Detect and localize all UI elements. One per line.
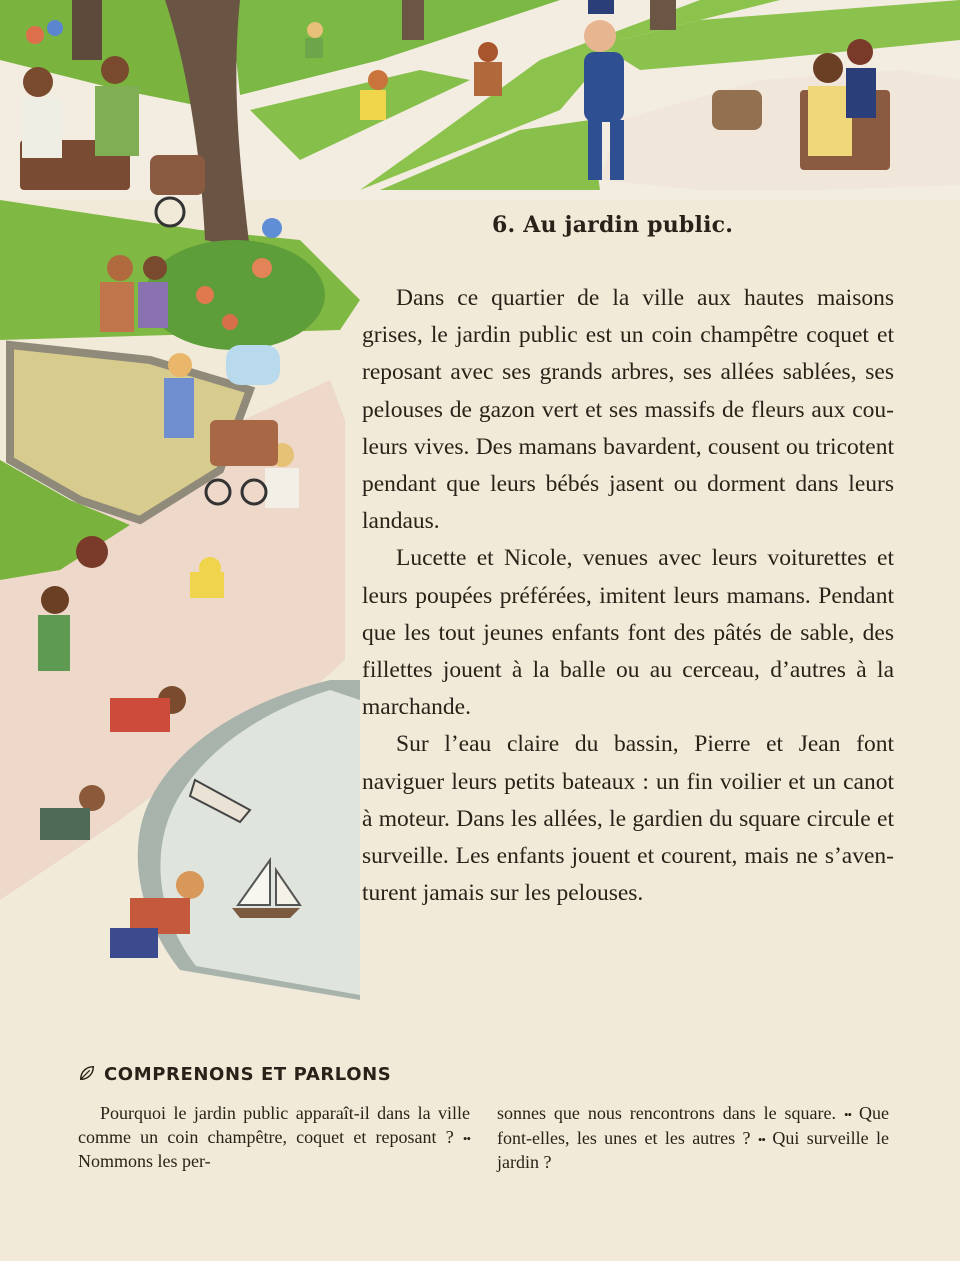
question-2-end: sonnes que nous rencontrons dans le square.: [497, 1103, 837, 1123]
paragraph-2: Lucette et Nicole, venues avec leurs voiturettes et leurs poupées préférées, imitent leurs mamans. Pendant que les tout jeunes enfants font des pâtés de sable, des fillettes jouent à la balle ou au cerceau, d’autres à la marchande.: [362, 545, 894, 721]
questions-right-column: [497, 1102, 889, 1175]
separator: ••: [757, 1131, 765, 1147]
lesson-title: [492, 212, 792, 238]
lesson-number: 6.: [492, 212, 516, 238]
paragraph-1: Dans ce quartier de la ville aux hautes maisons grises, le jardin public est un coin champêtre coquet et reposant avec ses grands arbres, ses allées sablées, ses pelouses de gazon vert et ses massifs de fleurs aux couleurs vives. Des mamans bavardent, cousent ou tricotent pendant que leurs bébés jasent ou dorment dans leurs landaus.: [362, 285, 894, 535]
question-4: Qui surveille le jardin ?: [497, 1127, 890, 1172]
questions-left-column: [78, 1102, 470, 1174]
lesson-body: [362, 280, 894, 912]
separator: ••: [462, 1130, 470, 1146]
questions-heading-text: COMPRENONS ET PARLONS: [104, 1064, 392, 1085]
question-3: Que font-elles, les unes et les autres ?: [497, 1103, 890, 1148]
separator: ••: [843, 1107, 852, 1122]
question-1: Pourquoi le jardin public apparaît-il dans la ville comme un coin champêtre, coquet et reposant ?: [78, 1103, 470, 1147]
question-2-start: Nommons les per-: [78, 1151, 211, 1171]
leaf-icon: [78, 1064, 96, 1082]
lesson-title-text: Au jardin public.: [523, 212, 734, 238]
questions-heading: [78, 1064, 391, 1085]
ball: [76, 536, 108, 568]
paragraph-3: Sur l’eau claire du bassin, Pierre et Jean font naviguer leurs petits bateaux : un fin voilier et un canot à moteur. Dans les allées, le gardien du square circule et surveille. Les enfants jouent et courent, mais ne s’aventurent jamais sur les pelouses.: [362, 731, 894, 907]
